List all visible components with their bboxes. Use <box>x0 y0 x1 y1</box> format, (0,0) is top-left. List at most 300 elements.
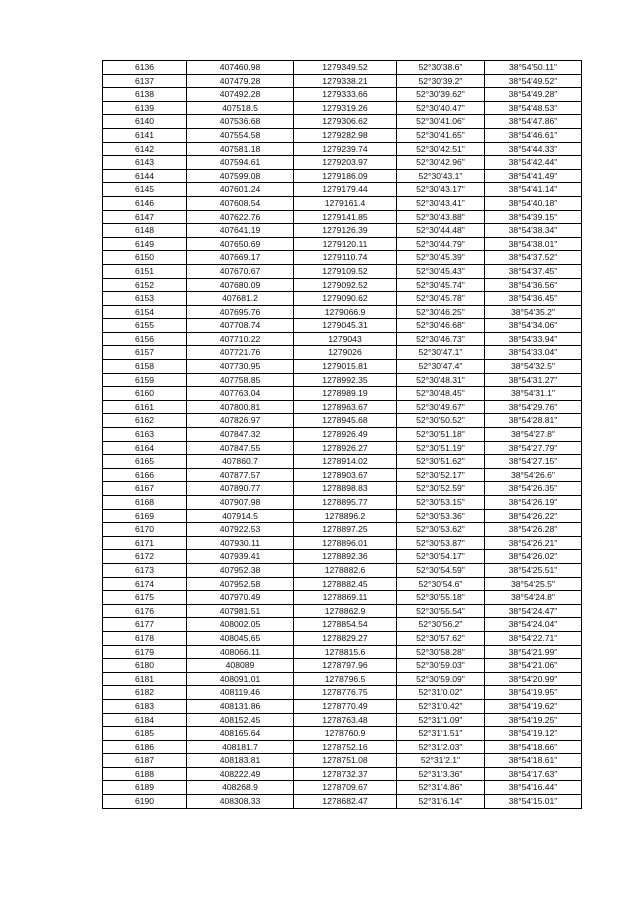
y-coordinate-cell: 1278752.16 <box>294 740 397 754</box>
x-coordinate-cell: 408308.33 <box>187 795 294 809</box>
x-coordinate-cell: 407930.11 <box>187 536 294 550</box>
latitude-cell: 52°30'39.62" <box>397 88 485 102</box>
longitude-cell: 38°54'19.25" <box>485 713 582 727</box>
x-coordinate-cell: 407599.08 <box>187 169 294 183</box>
y-coordinate-cell: 1279120.11 <box>294 237 397 251</box>
x-coordinate-cell: 407890.77 <box>187 482 294 496</box>
table-row <box>103 61 582 75</box>
latitude-cell: 52°30'53.62" <box>397 523 485 537</box>
table-row <box>103 251 582 265</box>
point-number-cell: 6166 <box>103 468 187 482</box>
point-number-cell: 6140 <box>103 115 187 129</box>
y-coordinate-cell: 1278751.08 <box>294 754 397 768</box>
longitude-cell: 38°54'24.8" <box>485 591 582 605</box>
x-coordinate-cell: 407847.32 <box>187 428 294 442</box>
longitude-cell: 38°54'19.62" <box>485 699 582 713</box>
x-coordinate-cell: 407730.95 <box>187 360 294 374</box>
latitude-cell: 52°30'46.73" <box>397 332 485 346</box>
y-coordinate-cell: 1279141.85 <box>294 210 397 224</box>
longitude-cell: 38°54'36.45" <box>485 292 582 306</box>
longitude-cell: 38°54'48.53" <box>485 101 582 115</box>
table-row <box>103 387 582 401</box>
longitude-cell: 38°54'29.76" <box>485 400 582 414</box>
latitude-cell: 52°30'49.67" <box>397 400 485 414</box>
latitude-cell: 52°31'3.36" <box>397 767 485 781</box>
table-row <box>103 509 582 523</box>
table-row <box>103 196 582 210</box>
point-number-cell: 6180 <box>103 659 187 673</box>
point-number-cell: 6149 <box>103 237 187 251</box>
point-number-cell: 6172 <box>103 550 187 564</box>
x-coordinate-cell: 407554.58 <box>187 128 294 142</box>
point-number-cell: 6170 <box>103 523 187 537</box>
latitude-cell: 52°30'45.74" <box>397 278 485 292</box>
latitude-cell: 52°30'53.15" <box>397 496 485 510</box>
y-coordinate-cell: 1278896.2 <box>294 509 397 523</box>
x-coordinate-cell: 407800.81 <box>187 400 294 414</box>
y-coordinate-cell: 1279126.39 <box>294 224 397 238</box>
table-row <box>103 74 582 88</box>
point-number-cell: 6138 <box>103 88 187 102</box>
table-row <box>103 373 582 387</box>
table-row <box>103 332 582 346</box>
x-coordinate-cell: 407914.5 <box>187 509 294 523</box>
x-coordinate-cell: 407594.61 <box>187 156 294 170</box>
longitude-cell: 38°54'26.35" <box>485 482 582 496</box>
longitude-cell: 38°54'35.2" <box>485 305 582 319</box>
y-coordinate-cell: 1279045.31 <box>294 319 397 333</box>
latitude-cell: 52°30'48.31" <box>397 373 485 387</box>
point-number-cell: 6158 <box>103 360 187 374</box>
latitude-cell: 52°30'42.51" <box>397 142 485 156</box>
table-row <box>103 618 582 632</box>
table-row <box>103 727 582 741</box>
y-coordinate-cell: 1278854.54 <box>294 618 397 632</box>
point-number-cell: 6153 <box>103 292 187 306</box>
longitude-cell: 38°54'46.61" <box>485 128 582 142</box>
y-coordinate-cell: 1279179.44 <box>294 183 397 197</box>
point-number-cell: 6162 <box>103 414 187 428</box>
point-number-cell: 6152 <box>103 278 187 292</box>
latitude-cell: 52°30'41.65" <box>397 128 485 142</box>
table-row <box>103 278 582 292</box>
longitude-cell: 38°54'21.06" <box>485 659 582 673</box>
longitude-cell: 38°54'49.28" <box>485 88 582 102</box>
x-coordinate-cell: 407758.85 <box>187 373 294 387</box>
longitude-cell: 38°54'42.44" <box>485 156 582 170</box>
point-number-cell: 6165 <box>103 455 187 469</box>
point-number-cell: 6161 <box>103 400 187 414</box>
x-coordinate-cell: 407877.57 <box>187 468 294 482</box>
x-coordinate-cell: 407763.04 <box>187 387 294 401</box>
latitude-cell: 52°30'59.03" <box>397 659 485 673</box>
y-coordinate-cell: 1279186.09 <box>294 169 397 183</box>
latitude-cell: 52°30'50.52" <box>397 414 485 428</box>
x-coordinate-cell: 407695.76 <box>187 305 294 319</box>
x-coordinate-cell: 407826.97 <box>187 414 294 428</box>
longitude-cell: 38°54'27.79" <box>485 441 582 455</box>
longitude-cell: 38°54'26.19" <box>485 496 582 510</box>
y-coordinate-cell: 1278963.67 <box>294 400 397 414</box>
latitude-cell: 52°31'0.42" <box>397 699 485 713</box>
y-coordinate-cell: 1279109.52 <box>294 264 397 278</box>
y-coordinate-cell: 1278776.75 <box>294 686 397 700</box>
longitude-cell: 38°54'26.28" <box>485 523 582 537</box>
table-row <box>103 645 582 659</box>
x-coordinate-cell: 407970.49 <box>187 591 294 605</box>
latitude-cell: 52°30'42.96" <box>397 156 485 170</box>
point-number-cell: 6155 <box>103 319 187 333</box>
y-coordinate-cell: 1278926.27 <box>294 441 397 455</box>
table-row <box>103 482 582 496</box>
latitude-cell: 52°30'52.17" <box>397 468 485 482</box>
point-number-cell: 6179 <box>103 645 187 659</box>
y-coordinate-cell: 1278914.02 <box>294 455 397 469</box>
latitude-cell: 52°30'57.62" <box>397 631 485 645</box>
y-coordinate-cell: 1278770.49 <box>294 699 397 713</box>
y-coordinate-cell: 1278763.48 <box>294 713 397 727</box>
table-row <box>103 604 582 618</box>
latitude-cell: 52°30'54.17" <box>397 550 485 564</box>
longitude-cell: 38°54'19.12" <box>485 727 582 741</box>
table-row <box>103 115 582 129</box>
latitude-cell: 52°30'45.43" <box>397 264 485 278</box>
table-row <box>103 183 582 197</box>
latitude-cell: 52°31'2.03" <box>397 740 485 754</box>
y-coordinate-cell: 1278945.68 <box>294 414 397 428</box>
x-coordinate-cell: 408066.11 <box>187 645 294 659</box>
y-coordinate-cell: 1279090.62 <box>294 292 397 306</box>
x-coordinate-cell: 407860.7 <box>187 455 294 469</box>
point-number-cell: 6186 <box>103 740 187 754</box>
latitude-cell: 52°30'56.2" <box>397 618 485 632</box>
longitude-cell: 38°54'49.52" <box>485 74 582 88</box>
point-number-cell: 6163 <box>103 428 187 442</box>
point-number-cell: 6151 <box>103 264 187 278</box>
longitude-cell: 38°54'47.86" <box>485 115 582 129</box>
latitude-cell: 52°30'47.4" <box>397 360 485 374</box>
table-row <box>103 468 582 482</box>
y-coordinate-cell: 1279282.98 <box>294 128 397 142</box>
table-row <box>103 88 582 102</box>
longitude-cell: 38°54'38.34" <box>485 224 582 238</box>
longitude-cell: 38°54'28.81" <box>485 414 582 428</box>
point-number-cell: 6184 <box>103 713 187 727</box>
longitude-cell: 38°54'44.33" <box>485 142 582 156</box>
table-row <box>103 428 582 442</box>
latitude-cell: 52°30'52.59" <box>397 482 485 496</box>
latitude-cell: 52°30'55.18" <box>397 591 485 605</box>
point-number-cell: 6145 <box>103 183 187 197</box>
point-number-cell: 6171 <box>103 536 187 550</box>
table-row <box>103 414 582 428</box>
latitude-cell: 52°31'1.51" <box>397 727 485 741</box>
longitude-cell: 38°54'26.02" <box>485 550 582 564</box>
longitude-cell: 38°54'33.94" <box>485 332 582 346</box>
y-coordinate-cell: 1279015.81 <box>294 360 397 374</box>
y-coordinate-cell: 1279338.21 <box>294 74 397 88</box>
x-coordinate-cell: 407952.38 <box>187 563 294 577</box>
table-row <box>103 631 582 645</box>
point-number-cell: 6157 <box>103 346 187 360</box>
longitude-cell: 38°54'41.14" <box>485 183 582 197</box>
table-row <box>103 740 582 754</box>
x-coordinate-cell: 408119.46 <box>187 686 294 700</box>
latitude-cell: 52°30'45.78" <box>397 292 485 306</box>
point-number-cell: 6164 <box>103 441 187 455</box>
point-number-cell: 6159 <box>103 373 187 387</box>
point-number-cell: 6182 <box>103 686 187 700</box>
latitude-cell: 52°30'48.45" <box>397 387 485 401</box>
y-coordinate-cell: 1278862.9 <box>294 604 397 618</box>
longitude-cell: 38°54'22.71" <box>485 631 582 645</box>
table-row <box>103 672 582 686</box>
table-row <box>103 591 582 605</box>
point-number-cell: 6177 <box>103 618 187 632</box>
y-coordinate-cell: 1278926.49 <box>294 428 397 442</box>
x-coordinate-cell: 408183.81 <box>187 754 294 768</box>
longitude-cell: 38°54'39.15" <box>485 210 582 224</box>
point-number-cell: 6139 <box>103 101 187 115</box>
y-coordinate-cell: 1278882.45 <box>294 577 397 591</box>
x-coordinate-cell: 407601.24 <box>187 183 294 197</box>
longitude-cell: 38°54'24.47" <box>485 604 582 618</box>
x-coordinate-cell: 407847.55 <box>187 441 294 455</box>
latitude-cell: 52°30'46.68" <box>397 319 485 333</box>
table-row <box>103 496 582 510</box>
longitude-cell: 38°54'26.6" <box>485 468 582 482</box>
y-coordinate-cell: 1278732.37 <box>294 767 397 781</box>
longitude-cell: 38°54'18.61" <box>485 754 582 768</box>
table-row <box>103 292 582 306</box>
latitude-cell: 52°30'54.6" <box>397 577 485 591</box>
point-number-cell: 6136 <box>103 61 187 75</box>
x-coordinate-cell: 407670.67 <box>187 264 294 278</box>
longitude-cell: 38°54'18.66" <box>485 740 582 754</box>
y-coordinate-cell: 1279203.97 <box>294 156 397 170</box>
y-coordinate-cell: 1278903.67 <box>294 468 397 482</box>
point-number-cell: 6185 <box>103 727 187 741</box>
x-coordinate-cell: 407536.68 <box>187 115 294 129</box>
x-coordinate-cell: 407721.76 <box>187 346 294 360</box>
x-coordinate-cell: 407952.58 <box>187 577 294 591</box>
latitude-cell: 52°30'51.18" <box>397 428 485 442</box>
table-row <box>103 128 582 142</box>
y-coordinate-cell: 1279333.66 <box>294 88 397 102</box>
point-number-cell: 6174 <box>103 577 187 591</box>
table-row <box>103 224 582 238</box>
table-row <box>103 400 582 414</box>
table-row <box>103 305 582 319</box>
x-coordinate-cell: 407492.28 <box>187 88 294 102</box>
y-coordinate-cell: 1278797.96 <box>294 659 397 673</box>
x-coordinate-cell: 407907.98 <box>187 496 294 510</box>
latitude-cell: 52°30'43.17" <box>397 183 485 197</box>
table-row <box>103 686 582 700</box>
point-number-cell: 6169 <box>103 509 187 523</box>
latitude-cell: 52°30'43.88" <box>397 210 485 224</box>
latitude-cell: 52°30'53.36" <box>397 509 485 523</box>
y-coordinate-cell: 1278815.6 <box>294 645 397 659</box>
longitude-cell: 38°54'37.45" <box>485 264 582 278</box>
point-number-cell: 6183 <box>103 699 187 713</box>
x-coordinate-cell: 408268.9 <box>187 781 294 795</box>
table-row <box>103 550 582 564</box>
y-coordinate-cell: 1279026 <box>294 346 397 360</box>
x-coordinate-cell: 407669.17 <box>187 251 294 265</box>
latitude-cell: 52°30'44.48" <box>397 224 485 238</box>
table-row <box>103 237 582 251</box>
longitude-cell: 38°54'37.52" <box>485 251 582 265</box>
y-coordinate-cell: 1279043 <box>294 332 397 346</box>
x-coordinate-cell: 408165.64 <box>187 727 294 741</box>
latitude-cell: 52°30'51.62" <box>397 455 485 469</box>
point-number-cell: 6188 <box>103 767 187 781</box>
y-coordinate-cell: 1278989.19 <box>294 387 397 401</box>
point-number-cell: 6160 <box>103 387 187 401</box>
table-row <box>103 455 582 469</box>
x-coordinate-cell: 408131.86 <box>187 699 294 713</box>
longitude-cell: 38°54'50.11" <box>485 61 582 75</box>
latitude-cell: 52°30'47.1" <box>397 346 485 360</box>
table-row <box>103 699 582 713</box>
longitude-cell: 38°54'32.5" <box>485 360 582 374</box>
longitude-cell: 38°54'17.63" <box>485 767 582 781</box>
table-row <box>103 577 582 591</box>
y-coordinate-cell: 1279306.62 <box>294 115 397 129</box>
coordinates-table-body <box>103 61 582 809</box>
y-coordinate-cell: 1278897.25 <box>294 523 397 537</box>
point-number-cell: 6173 <box>103 563 187 577</box>
y-coordinate-cell: 1278896.01 <box>294 536 397 550</box>
x-coordinate-cell: 407608.54 <box>187 196 294 210</box>
latitude-cell: 52°30'53.87" <box>397 536 485 550</box>
table-row <box>103 523 582 537</box>
point-number-cell: 6156 <box>103 332 187 346</box>
x-coordinate-cell: 407680.09 <box>187 278 294 292</box>
x-coordinate-cell: 408152.45 <box>187 713 294 727</box>
longitude-cell: 38°54'15.01" <box>485 795 582 809</box>
longitude-cell: 38°54'31.1" <box>485 387 582 401</box>
table-row <box>103 142 582 156</box>
longitude-cell: 38°54'20.99" <box>485 672 582 686</box>
y-coordinate-cell: 1278682.47 <box>294 795 397 809</box>
y-coordinate-cell: 1279161.4 <box>294 196 397 210</box>
x-coordinate-cell: 407641.19 <box>187 224 294 238</box>
x-coordinate-cell: 408002.05 <box>187 618 294 632</box>
x-coordinate-cell: 408045.65 <box>187 631 294 645</box>
point-number-cell: 6176 <box>103 604 187 618</box>
longitude-cell: 38°54'33.04" <box>485 346 582 360</box>
longitude-cell: 38°54'21.99" <box>485 645 582 659</box>
point-number-cell: 6178 <box>103 631 187 645</box>
x-coordinate-cell: 408222.49 <box>187 767 294 781</box>
latitude-cell: 52°30'43.41" <box>397 196 485 210</box>
latitude-cell: 52°30'38.6" <box>397 61 485 75</box>
x-coordinate-cell: 408091.01 <box>187 672 294 686</box>
point-number-cell: 6190 <box>103 795 187 809</box>
y-coordinate-cell: 1278898.83 <box>294 482 397 496</box>
longitude-cell: 38°54'40.18" <box>485 196 582 210</box>
point-number-cell: 6168 <box>103 496 187 510</box>
x-coordinate-cell: 407479.28 <box>187 74 294 88</box>
table-row <box>103 536 582 550</box>
point-number-cell: 6146 <box>103 196 187 210</box>
latitude-cell: 52°31'4.86" <box>397 781 485 795</box>
point-number-cell: 6167 <box>103 482 187 496</box>
latitude-cell: 52°30'40.47" <box>397 101 485 115</box>
y-coordinate-cell: 1278709.67 <box>294 781 397 795</box>
x-coordinate-cell: 407581.18 <box>187 142 294 156</box>
table-row <box>103 169 582 183</box>
x-coordinate-cell: 407518.5 <box>187 101 294 115</box>
longitude-cell: 38°54'24.04" <box>485 618 582 632</box>
latitude-cell: 52°30'44.79" <box>397 237 485 251</box>
latitude-cell: 52°30'54.59" <box>397 563 485 577</box>
y-coordinate-cell: 1278869.11 <box>294 591 397 605</box>
point-number-cell: 6144 <box>103 169 187 183</box>
point-number-cell: 6137 <box>103 74 187 88</box>
y-coordinate-cell: 1279092.52 <box>294 278 397 292</box>
y-coordinate-cell: 1278829.27 <box>294 631 397 645</box>
y-coordinate-cell: 1279319.26 <box>294 101 397 115</box>
table-row <box>103 264 582 278</box>
longitude-cell: 38°54'41.49" <box>485 169 582 183</box>
x-coordinate-cell: 407681.2 <box>187 292 294 306</box>
table-row <box>103 346 582 360</box>
x-coordinate-cell: 407981.51 <box>187 604 294 618</box>
latitude-cell: 52°31'6.14" <box>397 795 485 809</box>
table-row <box>103 441 582 455</box>
latitude-cell: 52°31'1.09" <box>397 713 485 727</box>
coordinates-table <box>102 60 582 809</box>
latitude-cell: 52°30'39.2" <box>397 74 485 88</box>
x-coordinate-cell: 407710.22 <box>187 332 294 346</box>
y-coordinate-cell: 1278992.35 <box>294 373 397 387</box>
x-coordinate-cell: 407460.98 <box>187 61 294 75</box>
longitude-cell: 38°54'34.06" <box>485 319 582 333</box>
y-coordinate-cell: 1278760.9 <box>294 727 397 741</box>
longitude-cell: 38°54'36.56" <box>485 278 582 292</box>
longitude-cell: 38°54'27.8" <box>485 428 582 442</box>
x-coordinate-cell: 407708.74 <box>187 319 294 333</box>
longitude-cell: 38°54'16.44" <box>485 781 582 795</box>
y-coordinate-cell: 1278882.6 <box>294 563 397 577</box>
table-row <box>103 795 582 809</box>
point-number-cell: 6148 <box>103 224 187 238</box>
y-coordinate-cell: 1279110.74 <box>294 251 397 265</box>
latitude-cell: 52°30'45.39" <box>397 251 485 265</box>
longitude-cell: 38°54'27.15" <box>485 455 582 469</box>
longitude-cell: 38°54'19.95" <box>485 686 582 700</box>
longitude-cell: 38°54'26.22" <box>485 509 582 523</box>
table-row <box>103 360 582 374</box>
table-row <box>103 754 582 768</box>
x-coordinate-cell: 407650.69 <box>187 237 294 251</box>
longitude-cell: 38°54'25.51" <box>485 563 582 577</box>
point-number-cell: 6175 <box>103 591 187 605</box>
y-coordinate-cell: 1278796.5 <box>294 672 397 686</box>
x-coordinate-cell: 407939.41 <box>187 550 294 564</box>
table-row <box>103 101 582 115</box>
y-coordinate-cell: 1278895.77 <box>294 496 397 510</box>
x-coordinate-cell: 407622.76 <box>187 210 294 224</box>
table-row <box>103 210 582 224</box>
point-number-cell: 6147 <box>103 210 187 224</box>
table-row <box>103 659 582 673</box>
latitude-cell: 52°30'51.19" <box>397 441 485 455</box>
latitude-cell: 52°30'46.25" <box>397 305 485 319</box>
